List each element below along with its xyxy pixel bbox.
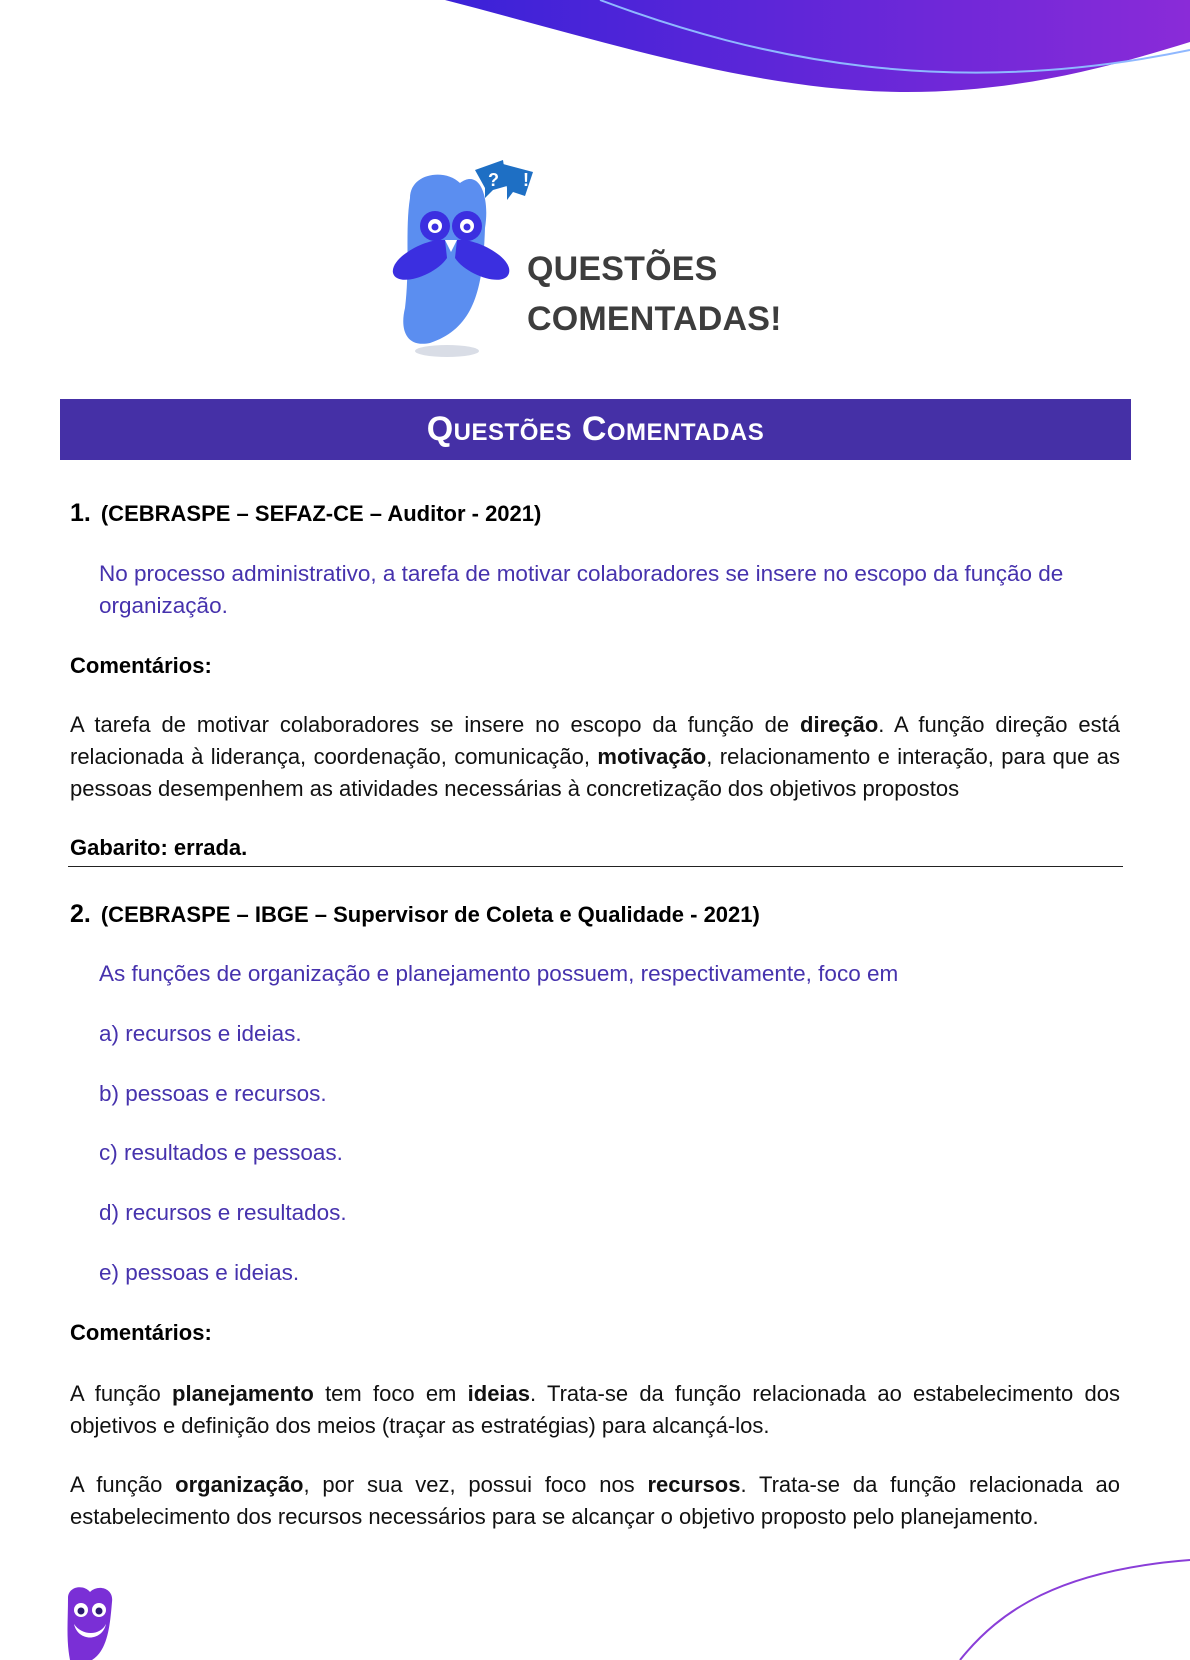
question-1-header (70, 499, 541, 528)
emphasis-text: direção (800, 712, 879, 737)
text-run: . Trata-se da função relacionada ao estabelecimento dos recursos necessários para se alcançar o objetivo proposto pelo planejamento. (70, 1472, 1120, 1529)
section-banner: Questões Comentadas (60, 399, 1131, 460)
emphasis-text: planejamento (172, 1381, 314, 1406)
option-a: a) recursos e ideias. (99, 1021, 302, 1046)
option-c: c) resultados e pessoas. (99, 1140, 343, 1165)
emphasis-text: ideias (467, 1381, 531, 1406)
question-divider (68, 866, 1123, 867)
option-b: b) pessoas e recursos. (99, 1081, 327, 1106)
emphasis-text: recursos (647, 1472, 741, 1497)
text-run: A tarefa de motivar colaboradores se insere no escopo da função de (70, 712, 800, 737)
text-run: tem foco em (313, 1381, 468, 1406)
question-2-header (70, 900, 760, 929)
text-run: A função (70, 1381, 173, 1406)
question-1-comment-paragraph (70, 709, 1120, 805)
question-number: 1. (70, 499, 91, 527)
emphasis-text: motivação (597, 744, 707, 769)
text-run: , por sua vez, possui foco nos (303, 1472, 648, 1497)
question-1-answer: Gabarito: errada. (70, 835, 248, 860)
text-run: A função (70, 1472, 176, 1497)
text-run: , relacionamento e interação, para que as pessoas desempenhem as atividades necessárias à concretização dos objetivos propostos (70, 744, 1120, 801)
header-wave-decoration (0, 0, 1190, 110)
question-2-comments-label: Comentários: (70, 1320, 212, 1345)
footer-wave-decoration (0, 1540, 1190, 1660)
emphasis-text: organização (175, 1472, 304, 1497)
hero-title-line1: QUESTÕES (527, 250, 718, 288)
question-2-statement: As funções de organização e planejamento possuem, respectivamente, foco em (99, 961, 899, 986)
owl-logo-icon (62, 1580, 118, 1660)
text-run: . Trata-se da função relacionada ao estabelecimento dos objetivos e definição dos meios (traçar as estratégias) para alcançá-los. (70, 1381, 1120, 1438)
question-source: (CEBRASPE – SEFAZ-CE – Auditor - 2021) (100, 501, 542, 526)
question-mark-bubble-icon: ? (488, 170, 499, 190)
question-1-statement: No processo administrativo, a tarefa de motivar colaboradores se insere no escopo da função de organização. (99, 561, 1064, 618)
hero-title (527, 244, 782, 344)
question-number: 2. (70, 900, 91, 928)
text-run: . A função direção está relacionada à liderança, coordenação, comunicação, (70, 712, 1120, 769)
question-2-comment-paragraph-1 (70, 1378, 1120, 1442)
question-source: (CEBRASPE – IBGE – Supervisor de Coleta e Qualidade - 2021) (100, 902, 760, 927)
option-e: e) pessoas e ideias. (99, 1260, 300, 1285)
hero-title-line2: COMENTADAS! (527, 300, 782, 338)
exclamation-bubble-icon: ! (523, 170, 529, 190)
question-2-comment-paragraph-2 (70, 1469, 1120, 1533)
option-d: d) recursos e resultados. (99, 1200, 347, 1225)
question-1-comments-label: Comentários: (70, 653, 212, 678)
